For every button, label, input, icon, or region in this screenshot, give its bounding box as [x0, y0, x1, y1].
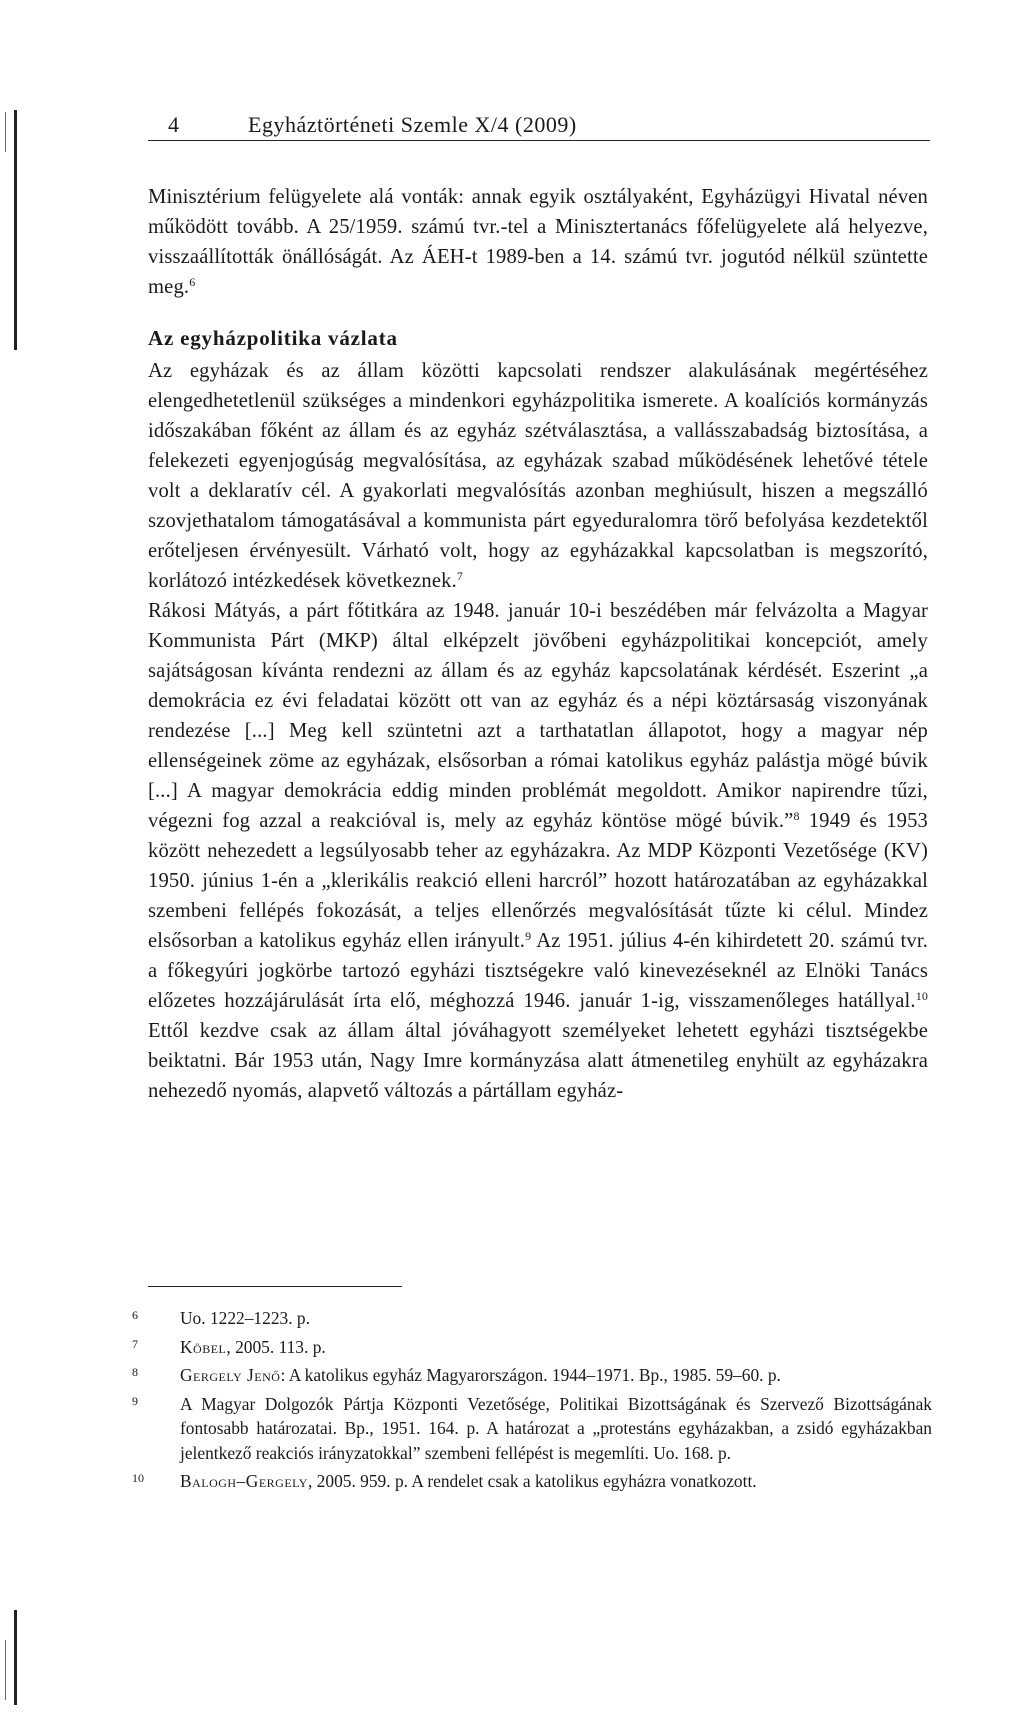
footnotes — [132, 1306, 932, 1498]
footnote-number: 8 — [132, 1365, 138, 1379]
footnote-text: , 2005. 959. p. A rendelet csak a katolikus egyházra vonatkozott. — [307, 1471, 757, 1491]
paragraph-text: Az 1951. július 4-én kihirdetett 20. számú tvr. a főkegyúri jogkörbe tartozó egyházi tisztségekre való kinevezéseknél az Elnöki Tanács előzetes hozzájárulását írta elő, méghozzá 1946. január 1-ig, visszamenőleges hatállyal. — [148, 930, 928, 1012]
footnote-author: Balogh–Gergely — [180, 1471, 308, 1491]
footnote-ref[interactable]: 7 — [456, 569, 464, 583]
footnote — [132, 1306, 932, 1331]
journal-title: Egyháztörténeti Szemle X/4 (2009) — [248, 112, 577, 137]
paragraph-text: Ettől kezdve csak az állam által jóváhagyott személyeket lehetett egyházi tisztségekbe beiktatni. Bár 1953 után, Nagy Imre kormányzása alatt átmenetileg enyhült az egyházakra nehezedő nyomás, alapvető változás a pártállam egyház- — [148, 1020, 928, 1102]
paragraph-3 — [148, 596, 928, 1106]
footnote-ref[interactable]: 6 — [189, 275, 196, 289]
running-head — [148, 112, 930, 141]
footnote-number: 7 — [132, 1336, 138, 1351]
footnote-text: Uo. 1222–1223. p. — [180, 1308, 310, 1328]
footnote — [132, 1392, 932, 1466]
footnote-author: Köbel — [180, 1336, 227, 1357]
scan-edge-line — [5, 112, 6, 152]
footnote — [132, 1469, 932, 1494]
footnote-text: : A katolikus egyház Magyarországon. 1944–1971. Bp., 1985. 59–60. p. — [280, 1365, 781, 1385]
paragraph-text: 1949 és 1953 között nehezedett a legsúlyosabb teher az egyházakra. Az MDP Központi Vezetősége (KV) 1950. június 1-én a „klerikális reakció elleni harcról” hozott határozatában az egyházakkal szembeni fellépés fokozását, a teljes ellenőrzés megvalósítását tűzte ki célul. Mindez elsősorban a katolikus egyház ellen irányult. — [148, 810, 928, 952]
paragraph-text: Rákosi Mátyás, a párt főtitkára az 1948. január 10-i beszédében már felvázolta a Magyar Kommunista Párt (MKP) által elképzelt jövőbeni egyházpolitikai koncepciót, amely sajátságosan kívánta rendezni az állam és az egyház kapcsolatának kérdését. Eszerint „a demokrácia ez évi feladatai között ott van az egyház és a népi köztársaság viszonyának rendezése [...] Meg kell szüntetni azt a tarthatatlan állapotot, hogy a magyar nép ellenségeinek zöme az egyházak, elsősorban a római katolikus egyház palástja mögé búvik [...] A magyar demokrácia eddig minden problémát megoldott. Amikor napirendre tűzi, végezni fog azzal a reakcióval is, mely az egyház köntöse mögé búvik.” — [148, 600, 928, 832]
paragraph-text: Minisztérium felügyelete alá vonták: annak egyik osztályaként, Egyházügyi Hivatal néven működött tovább. A 25/1959. számú tvr.-tel a Minisztertanács főfelügyelete alá helyezve, visszaállították önállóságát. Az ÁEH-t 1989-ben a 14. számú tvr. jogutód nélkül szüntette meg. — [148, 186, 928, 298]
paragraph-text: Az egyházak és az állam közötti kapcsolati rendszer alakulásának megértéséhez elengedhetetlenül szükséges a mindenkori egyházpolitika ismerete. A koalíciós kormányzás időszakában főként az állam és az egyház szétválasztása, a vallásszabadság biztosítása, a felekezeti egyenjogúság megvalósítása, az egyházak szabad működésének lehetővé tétele volt a deklaratív cél. A gyakorlati megvalósítás azonban meghiúsult, hiszen a megszálló szovjethatalom támogatásával a kommunista párt egyeduralomra törő befolyása kezdetektől erőteljesen érvényesült. Várható volt, hogy az egyházakkal kapcsolatban is megszorító, korlátozó intézkedések következnek. — [148, 360, 928, 592]
paragraph-1 — [148, 182, 928, 302]
footnote-author: Gergely Jenő — [180, 1365, 281, 1385]
scan-edge-line — [14, 110, 17, 350]
page-number: 4 — [168, 112, 180, 137]
footnote-ref[interactable]: 8 — [793, 809, 800, 823]
scan-edge-line — [14, 1610, 17, 1705]
scan-edge-line — [5, 1640, 6, 1700]
footnote — [132, 1335, 932, 1360]
footnote-number: 6 — [132, 1308, 138, 1322]
footnote-ref[interactable]: 9 — [525, 929, 532, 943]
footnote-text: A Magyar Dolgozók Pártja Központi Vezetősége, Politikai Bizottságának és Szervező Bizottságának fontosabb határozatai. Bp., 1951. 164. p. A határozat a „protestáns egyházakban, a zsidó egyházakban jelentkező reakciós irányzatokkal” szembeni fellépést is megemlíti. Uo. 168. p. — [180, 1393, 932, 1463]
footnote-separator — [148, 1286, 402, 1287]
footnote-number: 9 — [132, 1393, 138, 1408]
footnote-text: , 2005. 113. p. — [226, 1336, 326, 1357]
footnote-number: 10 — [132, 1471, 144, 1485]
footnote — [132, 1363, 932, 1388]
section-heading: Az egyházpolitika vázlata — [148, 326, 398, 350]
paragraph-2 — [148, 356, 928, 1106]
footnote-ref[interactable]: 10 — [915, 989, 928, 1003]
